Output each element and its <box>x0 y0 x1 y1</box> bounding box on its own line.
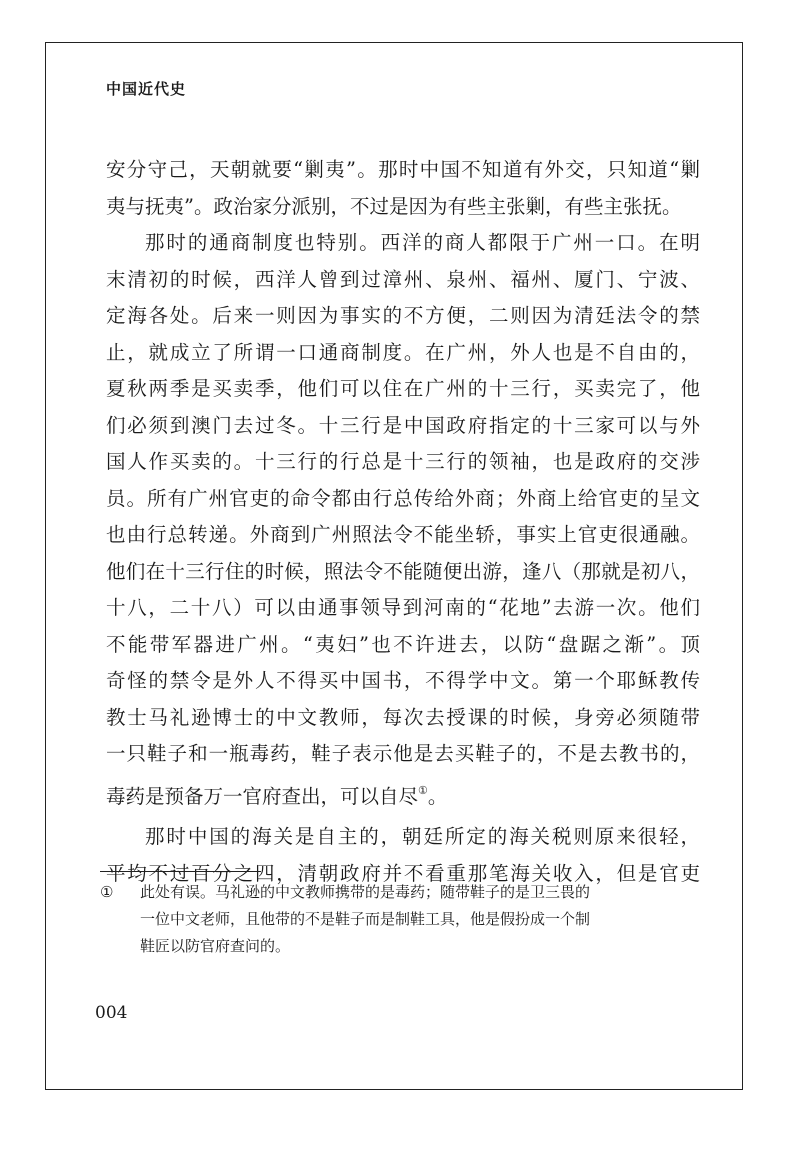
text-line: 不能带军器进广州。“夷妇”也不许进去，以防“盘踞之渐”。顶 <box>106 632 700 656</box>
footnote-marker: ① <box>100 883 114 901</box>
text-line: 夏秋两季是买卖季，他们可以住在广州的十三行，买卖完了，他 <box>106 377 700 400</box>
text-line: 们必须到澳门去过冬。十三行是中国政府指定的十三家可以与外 <box>106 413 700 437</box>
paragraph-start-line: 那时中国的海关是自主的，朝廷所定的海关税则原来很轻， <box>145 825 700 848</box>
footnote-reference[interactable]: ① <box>418 783 428 797</box>
footnote-line: 一位中文老师，且他带的不是鞋子而是制鞋工具，他是假扮成一个制 <box>140 910 591 928</box>
page-number: 004 <box>95 1003 128 1023</box>
body-text <box>106 152 700 892</box>
text-line: 末清初的时候，西洋人曾到过漳州、泉州、福州、厦门、宁波、 <box>106 267 700 291</box>
footnote-line: 此处有误。马礼逊的中文教师携带的是毒药；随带鞋子的是卫三畏的 <box>140 883 591 901</box>
text-line: 止，就成立了所谓一口通商制度。在广州，外人也是不自由的， <box>106 340 700 364</box>
text-line: 十八，二十八）可以由通事领导到河南的“花地”去游一次。他们 <box>106 596 700 619</box>
paragraph-end-text: 毒药是预备万一官府查出，可以自尽 <box>106 784 419 808</box>
text-line: 也由行总转递。外商到广州照法令不能坐轿，事实上官吏很通融。 <box>106 523 700 546</box>
text-line: 他们在十三行住的时候，照法令不能随便出游，逢八（那就是初八， <box>106 559 700 583</box>
text-line: 安分守己，天朝就要“剿夷”。那时中国不知道有外交，只知道“剿 <box>106 158 700 181</box>
footnote-divider <box>100 871 261 872</box>
text-line: 夷与抚夷”。政治家分派别，不过是因为有些主张剿，有些主张抚。 <box>106 194 682 218</box>
text-line: 定海各处。后来一则因为事实的不方便，二则因为清廷法令的禁 <box>106 304 700 327</box>
footnote <box>100 879 700 960</box>
paragraph-start-line: 那时的通商制度也特别。西洋的商人都限于广州一口。在明 <box>145 231 700 254</box>
footnote-line: 鞋匠以防官府查问的。 <box>140 937 291 955</box>
text-line: 一只鞋子和一瓶毒药，鞋子表示他是去买鞋子的，不是去教书的， <box>106 742 700 765</box>
text-line: 奇怪的禁令是外人不得买中国书，不得学中文。第一个耶稣教传 <box>106 669 700 692</box>
running-title: 中国近代史 <box>106 80 187 98</box>
text-line: 教士马礼逊博士的中文教师，每次去授课的时候，身旁必须随带 <box>106 705 700 729</box>
text-line: 毒药是预备万一官府查出，可以自尽①。 <box>106 783 448 808</box>
text-line: 平均不过百分之四，清朝政府并不看重那笔海关收入，但是官吏 <box>106 861 700 885</box>
text-line: 员。所有广州官吏的命令都由行总传给外商；外商上给官吏的呈文 <box>106 486 700 510</box>
text-line: 国人作买卖的。十三行的行总是十三行的领袖，也是政府的交涉 <box>106 450 700 473</box>
